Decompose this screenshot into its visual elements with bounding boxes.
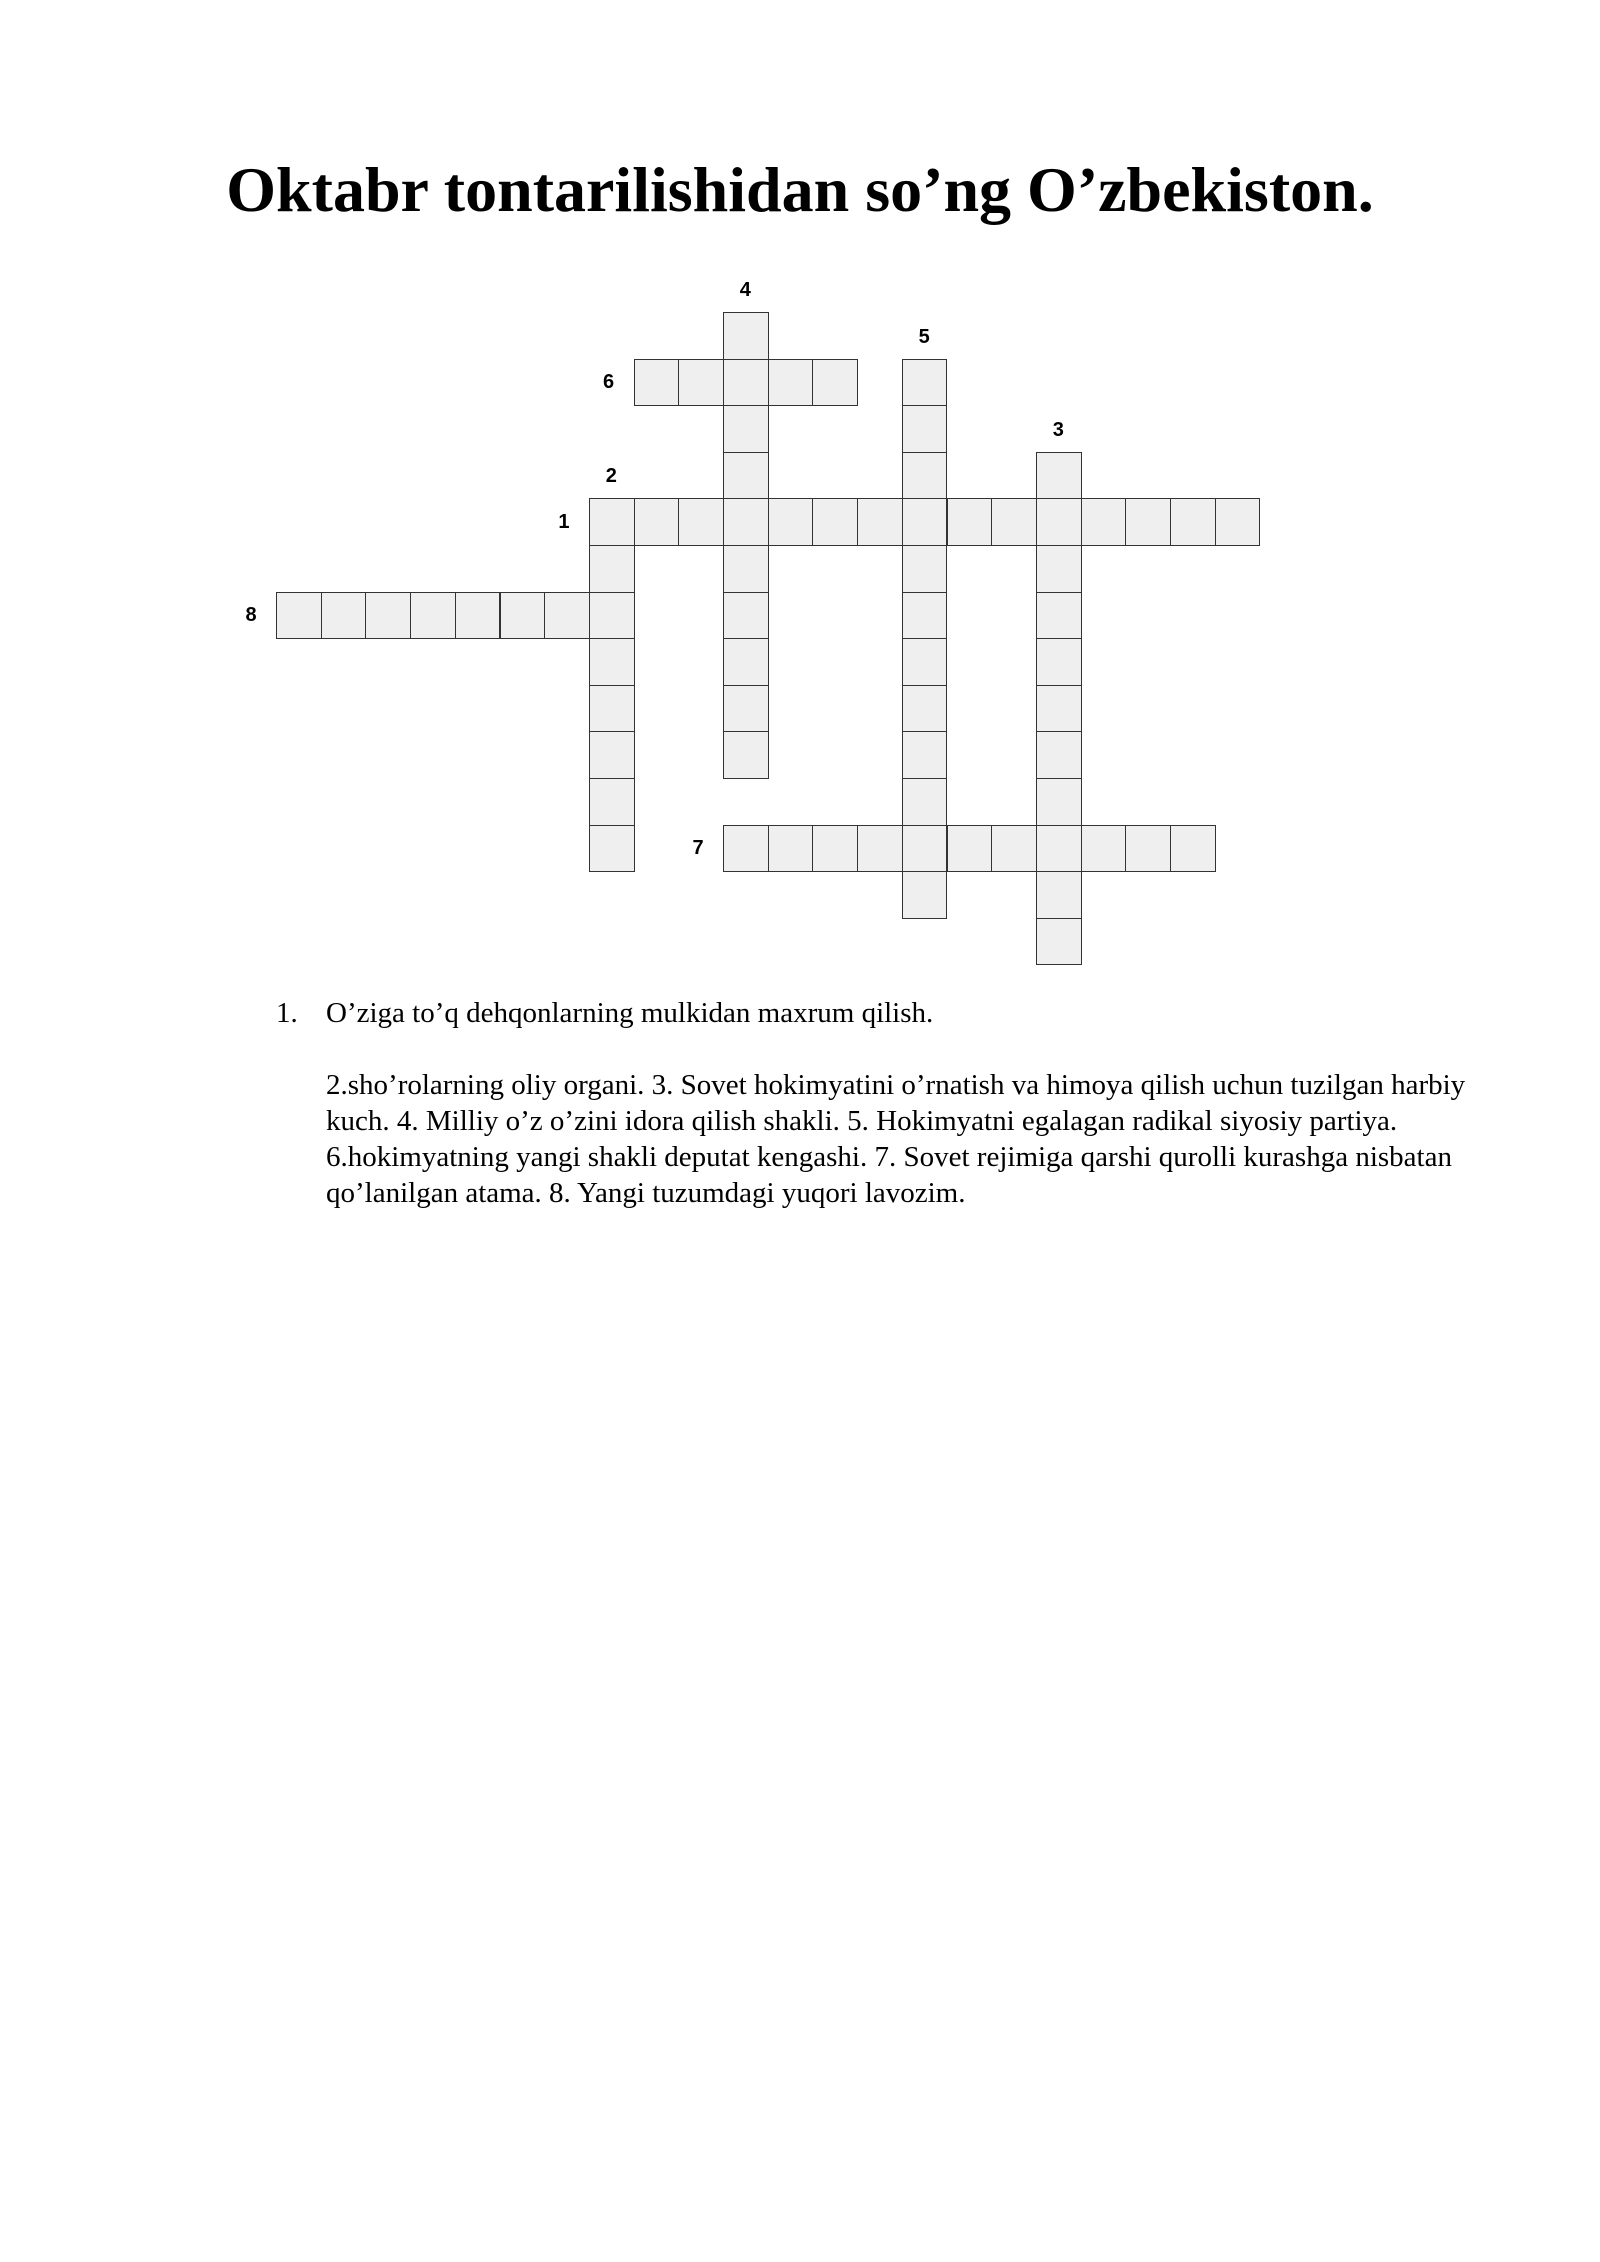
crossword-cell[interactable] xyxy=(589,638,635,686)
crossword-cell[interactable] xyxy=(589,778,635,826)
crossword-cell[interactable] xyxy=(1036,778,1082,826)
crossword-cell[interactable] xyxy=(902,498,948,546)
crossword-cell[interactable] xyxy=(902,545,948,593)
crossword-cell[interactable] xyxy=(589,592,635,640)
crossword-cell[interactable] xyxy=(947,825,993,873)
crossword-cell[interactable] xyxy=(723,312,769,360)
crossword-cell[interactable] xyxy=(1170,825,1216,873)
crossword-cell[interactable] xyxy=(723,405,769,453)
crossword-cell[interactable] xyxy=(634,359,680,407)
crossword-cell[interactable] xyxy=(902,778,948,826)
crossword-cell[interactable] xyxy=(1036,592,1082,640)
crossword-cell[interactable] xyxy=(1081,825,1127,873)
crossword-cell[interactable] xyxy=(1036,918,1082,966)
crossword-cell[interactable] xyxy=(455,592,501,640)
crossword-cell[interactable] xyxy=(1036,731,1082,779)
crossword-cell[interactable] xyxy=(678,359,724,407)
crossword-grid xyxy=(0,0,1600,1000)
crossword-cell[interactable] xyxy=(902,592,948,640)
page-title: Oktabr tontarilishidan so’ng O’zbekiston. xyxy=(226,154,1374,225)
crossword-cell[interactable] xyxy=(723,498,769,546)
crossword-cell[interactable] xyxy=(902,685,948,733)
crossword-cell[interactable] xyxy=(723,731,769,779)
crossword-cell[interactable] xyxy=(276,592,322,640)
clue-number-4: 4 xyxy=(739,279,751,301)
crossword-cell[interactable] xyxy=(723,359,769,407)
clue-number-8: 8 xyxy=(245,603,257,626)
clue-1-text: O’ziga to’q dehqonlarning mulkidan maxrum qilish. xyxy=(326,997,934,1029)
crossword-cell[interactable] xyxy=(991,498,1037,546)
crossword-cell[interactable] xyxy=(902,405,948,453)
clue-number-3: 3 xyxy=(1052,418,1064,441)
crossword-cell[interactable] xyxy=(1036,638,1082,686)
clue-number-5: 5 xyxy=(918,325,930,348)
crossword-cell[interactable] xyxy=(1125,825,1171,873)
crossword-cell[interactable] xyxy=(902,871,948,919)
clue-number-7: 7 xyxy=(692,836,704,859)
crossword-cell[interactable] xyxy=(1036,498,1082,546)
clue-number-2: 2 xyxy=(605,465,617,488)
crossword-cell[interactable] xyxy=(857,825,903,873)
crossword-cell[interactable] xyxy=(589,825,635,873)
crossword-cell[interactable] xyxy=(768,825,814,873)
crossword-cell[interactable] xyxy=(410,592,456,640)
crossword-cell[interactable] xyxy=(723,685,769,733)
crossword-cell[interactable] xyxy=(589,731,635,779)
crossword-cell[interactable] xyxy=(947,498,993,546)
crossword-cell[interactable] xyxy=(1215,498,1261,546)
crossword-cell[interactable] xyxy=(902,825,948,873)
crossword-cell[interactable] xyxy=(723,638,769,686)
crossword-cell[interactable] xyxy=(1170,498,1216,546)
crossword-cell[interactable] xyxy=(321,592,367,640)
crossword-cell[interactable] xyxy=(589,545,635,593)
crossword-cell[interactable] xyxy=(812,498,858,546)
crossword-cell[interactable] xyxy=(902,638,948,686)
clue-number-6: 6 xyxy=(603,370,615,393)
clues-2-to-8: 2.sho’rolarning oliy organi. 3. Sovet hokimyatini o’rnatish va himoya qilish uchun tuzilgan harbiy kuch. 4. Milliy o’z o’zini idora qilish shakli. 5. Hokimyatni egalagan radikal siyosiy partiya. 6.hokimyatning yangi shakli deputat kengashi. 7. Sovet rejimiga qarshi qurolli kurashga nisbatan qo’lanilgan atama. 8. Yangi tuzumdagi yuqori lavozim. xyxy=(326,1069,1466,1209)
clues-section xyxy=(276,995,1496,1211)
crossword-cell[interactable] xyxy=(723,592,769,640)
crossword-cell[interactable] xyxy=(678,498,724,546)
crossword-cell[interactable] xyxy=(902,359,948,407)
crossword-cell[interactable] xyxy=(723,825,769,873)
crossword-cell[interactable] xyxy=(902,731,948,779)
crossword-cell[interactable] xyxy=(991,825,1037,873)
crossword-cell[interactable] xyxy=(723,545,769,593)
crossword-cell[interactable] xyxy=(812,359,858,407)
crossword-cell[interactable] xyxy=(1036,825,1082,873)
crossword-cell[interactable] xyxy=(1036,685,1082,733)
crossword-cell[interactable] xyxy=(768,359,814,407)
crossword-cell[interactable] xyxy=(1036,871,1082,919)
crossword-cell[interactable] xyxy=(589,498,635,546)
crossword-cell[interactable] xyxy=(589,685,635,733)
crossword-cell[interactable] xyxy=(1036,452,1082,500)
crossword-cell[interactable] xyxy=(500,592,546,640)
clue-number-1: 1 xyxy=(558,510,570,533)
crossword-cell[interactable] xyxy=(857,498,903,546)
crossword-cell[interactable] xyxy=(902,452,948,500)
clue-1-number: 1. xyxy=(276,997,298,1029)
crossword-cell[interactable] xyxy=(1125,498,1171,546)
crossword-cell[interactable] xyxy=(723,452,769,500)
crossword-cell[interactable] xyxy=(544,592,590,640)
crossword-cell[interactable] xyxy=(365,592,411,640)
crossword-cell[interactable] xyxy=(812,825,858,873)
crossword-cell[interactable] xyxy=(634,498,680,546)
crossword-cell[interactable] xyxy=(1081,498,1127,546)
crossword-cell[interactable] xyxy=(768,498,814,546)
crossword-cell[interactable] xyxy=(1036,545,1082,593)
clue-1 xyxy=(276,995,1496,1031)
